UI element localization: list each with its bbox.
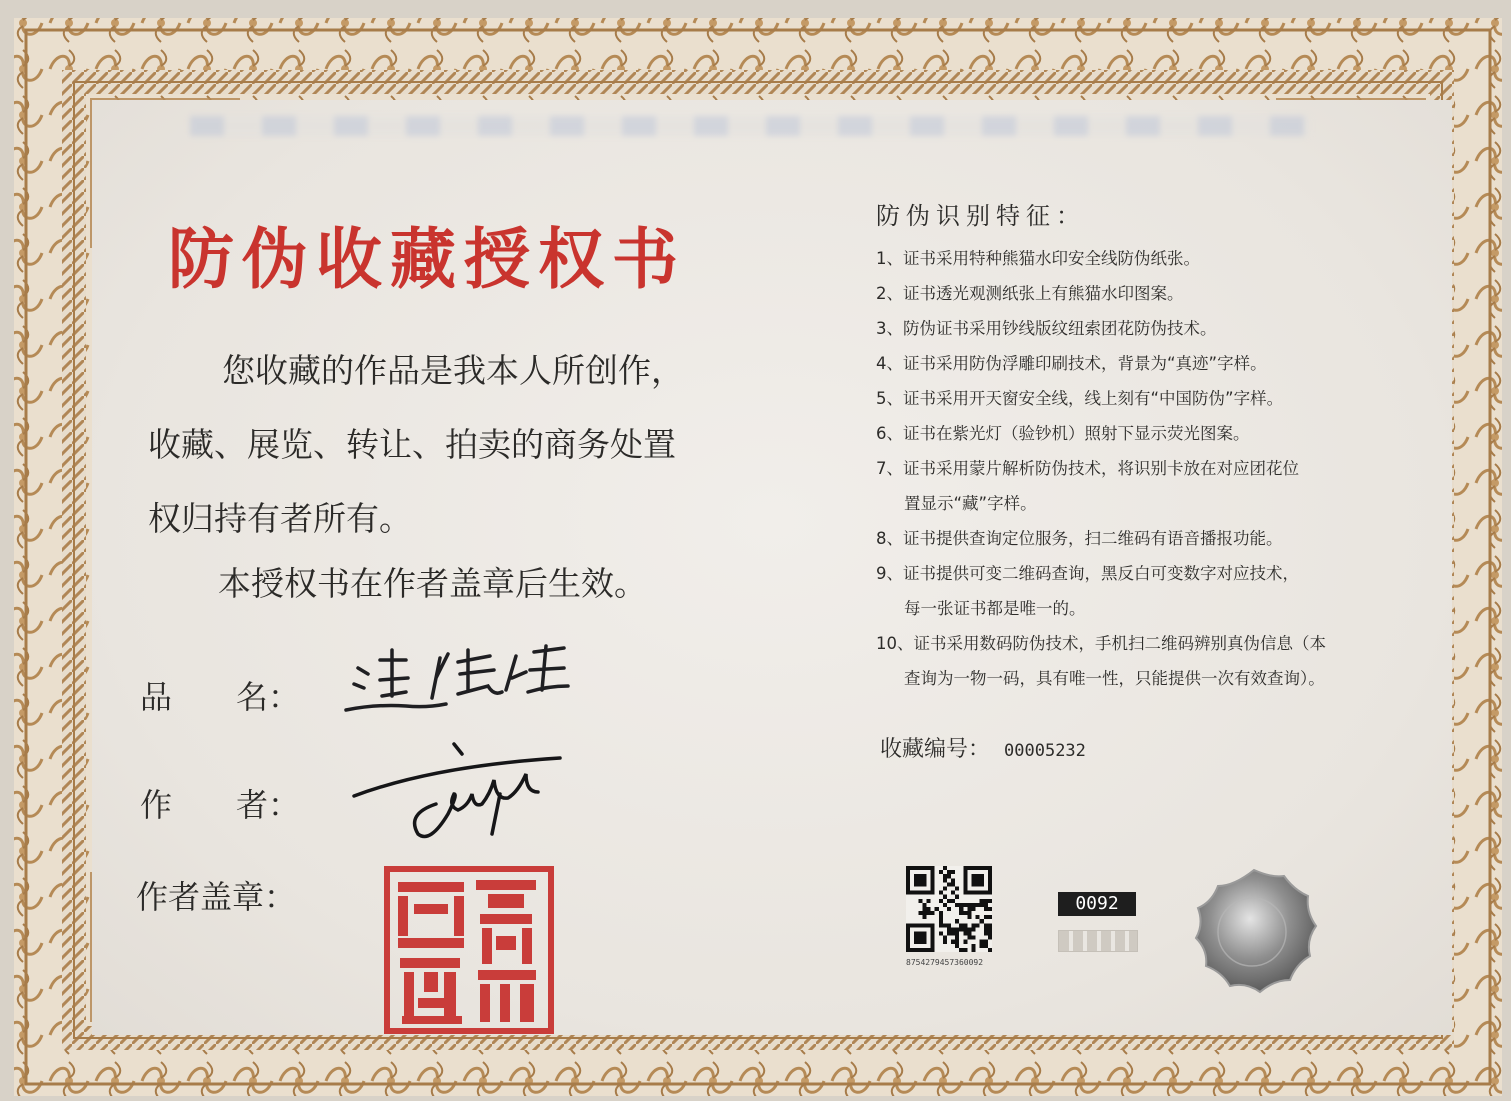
feature-text-continued: 置显示“藏”字样。 xyxy=(904,494,1037,513)
feature-item xyxy=(876,556,1396,626)
feature-text: 1、证书采用特种熊猫水印安全线防伪纸张。 xyxy=(876,249,1200,268)
qr-code[interactable] xyxy=(906,866,992,952)
effect-statement: 本授权书在作者盖章后生效。 xyxy=(218,564,647,603)
features-list xyxy=(876,241,1396,696)
feature-text-continued: 查询为一物一码，具有唯一性，只能提供一次有效查询）。 xyxy=(904,669,1325,688)
author-seal-label: 作者盖章： xyxy=(136,878,297,916)
feature-text: 7、证书采用蒙片解析防伪技术，将识别卡放在对应团花位 xyxy=(876,459,1299,478)
feature-text-continued: 每一张证书都是唯一的。 xyxy=(904,599,1086,618)
feature-item xyxy=(876,626,1396,696)
feature-item xyxy=(876,416,1396,451)
author-seal-stamp xyxy=(384,866,554,1034)
serial-value: 00005232 xyxy=(1004,741,1086,761)
feature-item xyxy=(876,311,1396,346)
scratch-panel xyxy=(1058,930,1138,952)
feature-item xyxy=(876,241,1396,276)
author-signature xyxy=(350,742,570,852)
qr-number: 8754279457360092 xyxy=(906,958,984,967)
feature-text: 10、证书采用数码防伪技术，手机扫二维码辨别真伪信息（本 xyxy=(876,634,1326,653)
feature-text: 4、证书采用防伪浮雕印刷技术，背景为“真迹”字样。 xyxy=(876,354,1267,373)
feature-text: 9、证书提供可变二维码查询，黑反白可变数字对应技术， xyxy=(876,564,1299,583)
feature-text: 2、证书透光观测纸张上有熊猫水印图案。 xyxy=(876,284,1184,303)
certificate-title: 防伪收藏授权书 xyxy=(168,220,686,298)
body-line: 您收藏的作品是我本人所创作， xyxy=(222,351,684,390)
authorization-text xyxy=(148,334,748,556)
feature-text: 6、证书在紫光灯（验钞机）照射下显示荧光图案。 xyxy=(876,424,1250,443)
feature-item xyxy=(876,381,1396,416)
feature-item xyxy=(876,451,1396,521)
feature-item xyxy=(876,346,1396,381)
serial-label: 收藏编号： xyxy=(880,737,991,762)
security-strip xyxy=(190,116,1310,136)
feature-text: 5、证书采用开天窗安全线，线上刻有“中国防伪”字样。 xyxy=(876,389,1284,408)
feature-item xyxy=(876,521,1396,556)
item-name-label: 品 名： xyxy=(140,678,301,716)
features-heading: 防伪识别特征： xyxy=(876,202,1086,230)
collection-number xyxy=(880,732,1086,763)
hologram-seal xyxy=(1188,866,1320,996)
body-line: 收藏、展览、转让、拍卖的商务处置 xyxy=(148,425,676,464)
anti-counterfeit-features xyxy=(876,196,1396,696)
feature-text: 8、证书提供查询定位服务，扫二维码有语音播报功能。 xyxy=(876,529,1283,548)
code-badge: 0092 xyxy=(1058,892,1136,916)
body-line: 权归持有者所有。 xyxy=(148,499,412,538)
feature-item xyxy=(876,276,1396,311)
feature-text: 3、防伪证书采用钞线版纹纽索团花防伪技术。 xyxy=(876,319,1217,338)
item-name-signature xyxy=(340,640,580,720)
author-label: 作 者： xyxy=(140,786,301,824)
